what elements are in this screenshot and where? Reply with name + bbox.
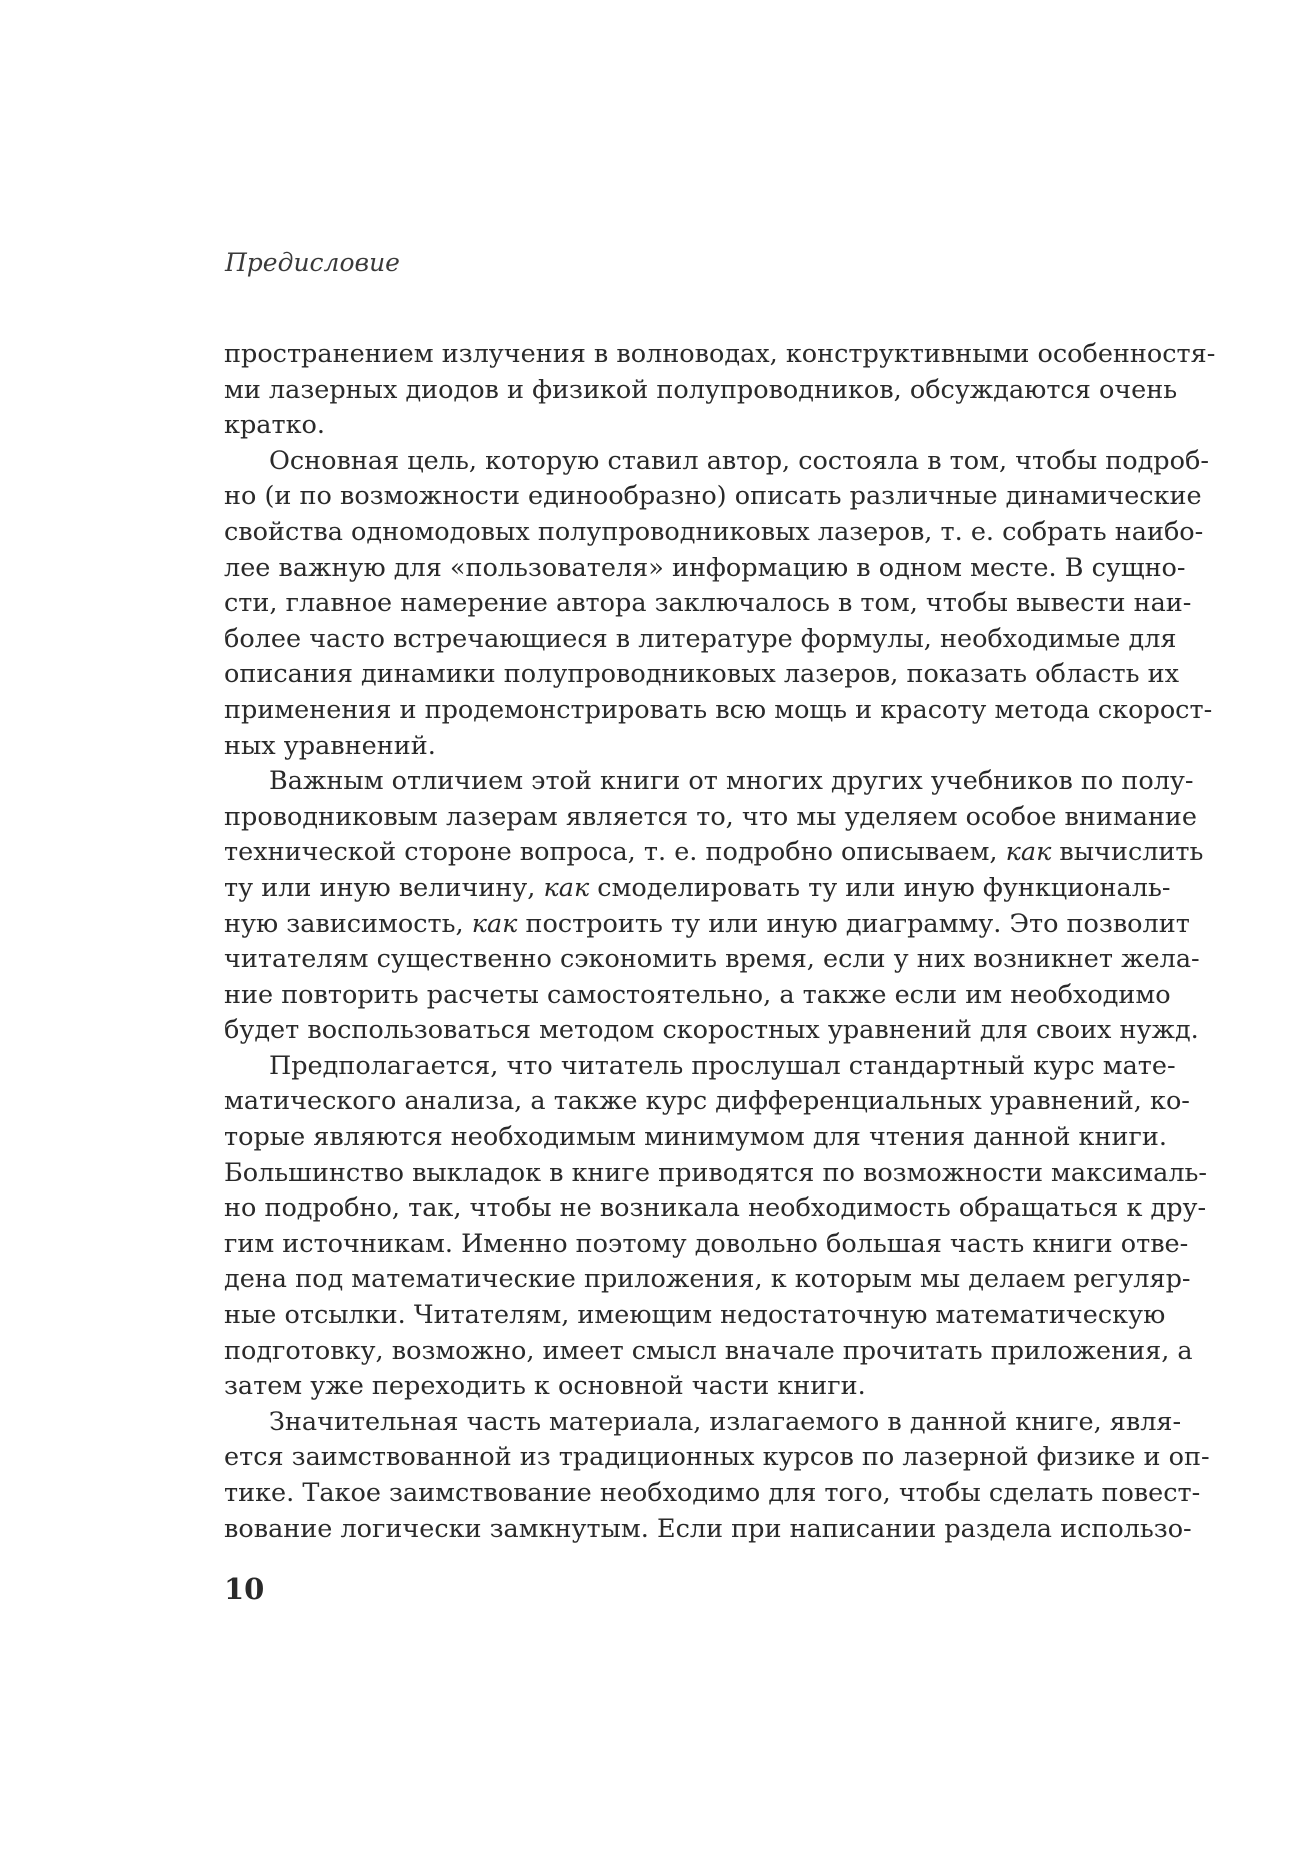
emphasis-kak: как xyxy=(543,872,590,903)
text-line: но (и по возможности единообразно) описать различные динамические xyxy=(224,481,1202,512)
text-line: лее важную для «пользователя» информацию в одном месте. В сущно- xyxy=(224,552,1186,583)
text-line: свойства одномодовых полупроводниковых лазеров, т. е. собрать наибо- xyxy=(224,516,1204,547)
text-line: ется заимствованной из традиционных курсов по лазерной физике и оп- xyxy=(224,1442,1210,1473)
text-line: более часто встречающиеся в литературе формулы, необходимые для xyxy=(224,623,1177,654)
text-line: читателям существенно сэкономить время, если у них возникнет жела- xyxy=(224,944,1200,975)
text-line: сти, главное намерение автора заключалось в том, чтобы вывести наи- xyxy=(224,588,1192,619)
text-line: вование логически замкнутым. Если при написании раздела использо- xyxy=(224,1513,1192,1544)
text-line: торые являются необходимым минимумом для чтения данной книги. xyxy=(224,1122,1167,1153)
emphasis-kak: как xyxy=(1005,837,1052,868)
body-text xyxy=(224,337,1216,1547)
text-line: гим источникам. Именно поэтому довольно большая часть книги отве- xyxy=(224,1228,1189,1259)
text-line: будет воспользоваться методом скоростных уравнений для своих нужд. xyxy=(224,1015,1199,1046)
running-head: Предисловие xyxy=(225,248,400,277)
text-line: ту или иную величину, как смоделировать ту или иную функциональ- xyxy=(224,872,1171,903)
text-line: матического анализа, а также курс дифференциальных уравнений, ко- xyxy=(224,1086,1190,1117)
text-line: проводниковым лазерам является то, что мы уделяем особое внимание xyxy=(224,801,1198,832)
text-line: ную зависимость, как построить ту или иную диаграмму. Это позволит xyxy=(224,908,1190,939)
paragraph-first-line: Важным отличием этой книги от многих других учебников по полу- xyxy=(269,766,1194,797)
emphasis-kak: как xyxy=(471,908,518,939)
page-number: 10 xyxy=(224,1572,265,1606)
text-line: описания динамики полупроводниковых лазеров, показать область их xyxy=(224,659,1180,690)
text-line: тике. Такое заимствование необходимо для того, чтобы сделать повест- xyxy=(224,1478,1201,1508)
text-line: затем уже переходить к основной части книги. xyxy=(224,1371,866,1402)
text-line: ние повторить расчеты самостоятельно, а также если им необходимо xyxy=(224,979,1171,1010)
text-line: дена под математические приложения, к которым мы делаем регуляр- xyxy=(224,1264,1191,1295)
text-line: ми лазерных диодов и физикой полупроводников, обсуждаются очень xyxy=(224,374,1178,405)
text-line: подготовку, возможно, имеет смысл вначале прочитать приложения, а xyxy=(224,1335,1193,1366)
text-line: технической стороне вопроса, т. е. подробно описываем, как вычислить xyxy=(224,837,1204,868)
text-line: Большинство выкладок в книге приводятся по возможности максималь- xyxy=(224,1157,1208,1188)
paragraph-first-line: Основная цель, которую ставил автор, состояла в том, чтобы подроб- xyxy=(269,445,1209,476)
paragraph-first-line: Предполагается, что читатель прослушал стандартный курс мате- xyxy=(269,1050,1176,1081)
text-line: ные отсылки. Читателям, имеющим недостаточную математическую xyxy=(224,1300,1166,1331)
text-line: кратко. xyxy=(224,410,325,441)
paragraph-first-line: Значительная часть материала, излагаемого в данной книге, явля- xyxy=(269,1406,1182,1437)
text-line: пространением излучения в волноводах, конструктивными особенностя- xyxy=(224,339,1216,369)
text-line: ных уравнений. xyxy=(224,730,436,761)
text-line: применения и продемонстрировать всю мощь и красоту метода скорост- xyxy=(224,694,1213,725)
text-line: но подробно, так, чтобы не возникала необходимость обращаться к дру- xyxy=(224,1193,1207,1224)
